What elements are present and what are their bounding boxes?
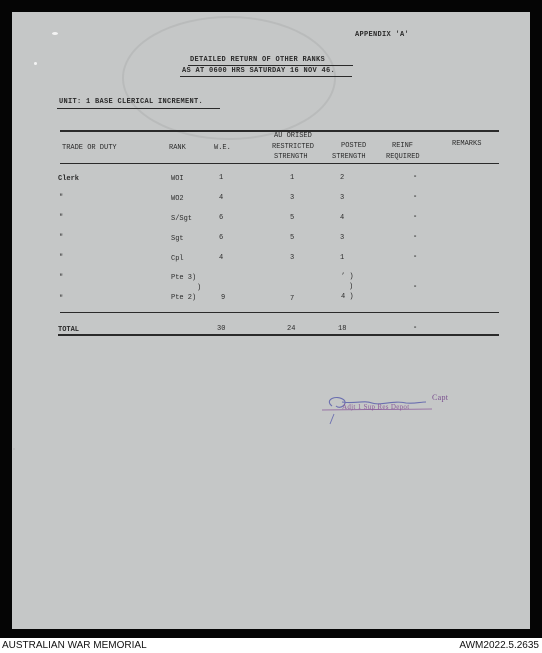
row-rank: WOI (171, 175, 184, 183)
row-rank: S/Sgt (171, 215, 193, 223)
row-posted: 3 (340, 234, 345, 242)
row-we: 6 (219, 214, 224, 222)
total-posted: 18 (338, 325, 347, 333)
unit-line: UNIT: 1 BASE CLERICAL INCREMENT. (59, 98, 204, 106)
total-label: TOTAL (58, 326, 80, 334)
row-we: 1 (219, 174, 224, 182)
header-posted-strength: STRENGTH (332, 153, 366, 161)
row-reinf: - (413, 253, 418, 261)
row-auth: 3 (290, 194, 295, 202)
rank-bracket: ) (197, 284, 202, 292)
header-rank: RANK (169, 144, 186, 152)
row-we: 4 (219, 194, 224, 202)
header-trade: TRADE OR DUTY (62, 144, 117, 152)
row-posted: 1 (340, 254, 345, 262)
paper-speck (34, 62, 37, 65)
row-posted: 4 (340, 214, 345, 222)
row-rank: WO2 (171, 195, 184, 203)
faded-stamp-impression (122, 16, 336, 140)
title-underline (180, 76, 352, 77)
header-auth-strength: STRENGTH (274, 153, 308, 161)
row-trade: " (59, 234, 64, 242)
row-auth: 1 (290, 174, 295, 182)
row-auth: 5 (290, 214, 295, 222)
row-reinf: - (413, 283, 418, 291)
row-trade: Clerk (58, 175, 80, 183)
signature-rank-suffix: Capt (432, 393, 449, 402)
row-trade: " (59, 214, 64, 222)
document-page (12, 12, 530, 629)
header-we: W.E. (214, 144, 231, 152)
row-auth: 3 (290, 254, 295, 262)
header-authorised: AU ORISED (274, 132, 312, 140)
header-reinf: REINF (392, 142, 414, 150)
footer-credit: AUSTRALIAN WAR MEMORIAL (2, 640, 147, 651)
paper-speck (52, 32, 58, 35)
unit-underline (57, 108, 220, 109)
row-reinf: - (413, 173, 418, 181)
footer-reference: AWM2022.5.2635 (459, 640, 539, 651)
row-reinf: - (413, 193, 418, 201)
appendix-label: APPENDIX 'A' (355, 31, 410, 39)
total-auth: 24 (287, 325, 296, 333)
row-reinf: - (413, 213, 418, 221)
row-posted: 2 (340, 174, 345, 182)
row-rank: Pte 2) (171, 294, 197, 302)
header-remarks: REMARKS (452, 140, 482, 148)
row-trade: " (59, 254, 64, 262)
table-total-top-rule (60, 312, 499, 313)
row-we: 4 (219, 254, 224, 262)
posted-bracket: ) (349, 283, 354, 291)
header-restricted: RESTRICTED (272, 143, 315, 151)
row-posted: ’ ) (341, 273, 354, 281)
row-trade: " (59, 194, 64, 202)
header-reinf-required: REQUIRED (386, 153, 420, 161)
doc-title-line1: DETAILED RETURN OF OTHER RANKS (190, 56, 326, 64)
row-auth: 5 (290, 234, 295, 242)
table-bottom-rule (58, 334, 499, 336)
doc-title-line2: AS AT 0600 HRS SATURDAY 16 NOV 46. (182, 67, 336, 75)
total-we: 30 (217, 325, 226, 333)
row-rank: Pte 3) (171, 274, 197, 282)
row-rank: Sgt (171, 235, 184, 243)
footer-bar (0, 638, 542, 653)
row-auth: 7 (290, 295, 295, 303)
border-speck (13, 448, 15, 450)
title-underline (188, 65, 353, 66)
row-we: 6 (219, 234, 224, 242)
row-rank: Cpl (171, 255, 184, 263)
signature-stamp: Adjt 1 Sup Res Depot (342, 403, 410, 411)
total-reinf: - (413, 324, 418, 332)
row-trade: " (59, 274, 64, 282)
header-posted: POSTED (341, 142, 367, 150)
row-we: 9 (221, 294, 226, 302)
row-reinf: - (413, 233, 418, 241)
header-bottom-rule (60, 163, 499, 164)
row-posted: 4 ) (341, 293, 354, 301)
row-trade: " (59, 295, 64, 303)
row-posted: 3 (340, 194, 345, 202)
